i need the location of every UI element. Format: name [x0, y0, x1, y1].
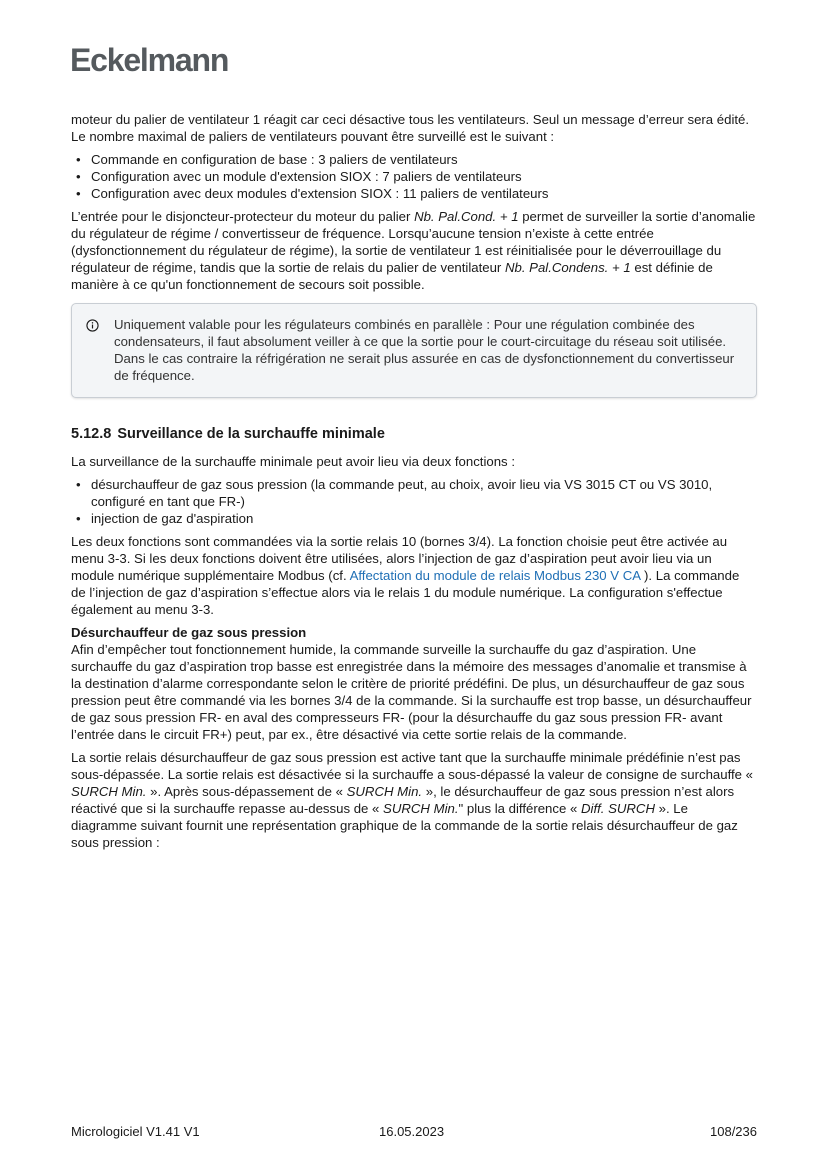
section-number: 5.12.8: [71, 426, 112, 442]
note-text: Uniquement valable pour les régulateurs combinés en parallèle : Pour une régulation combinée des condensateurs, il faut absolument veiller à ce que la sortie pour le court-circuitage du réseau soit utilisée. Dans le cas contraire la réfrigération ne serait plus assurée en cas de dysfonctionnement du convertisseur de fréquence.: [114, 317, 735, 383]
page-number: 108/236: [710, 1124, 757, 1139]
list-item: • Commande en configuration de base : 3 paliers de ventilateurs: [91, 151, 757, 168]
relay-module-link[interactable]: Affectation du module de relais Modbus 230 V CA: [349, 568, 641, 583]
info-note: [71, 303, 757, 398]
parameter-name: Diff. SURCH: [580, 801, 655, 816]
document-date: 16.05.2023: [379, 1124, 445, 1139]
text-run: », le désurchauffeur de gaz sous pression n’est alors réactivé que si la surchauffe repasse au-dessus de «: [71, 784, 735, 816]
section-bullet-list: [71, 476, 757, 527]
text-run: La sortie relais désurchauffeur de gaz sous pression est active tant que la surchauffe minimale prédéfinie n’est pas sous-dépassée. La sortie relais est désactivée si la surchauffe a sous-dépassé la valeur de consigne de surchauffe «: [71, 750, 754, 782]
section-title: Surveillance de la surchauffe minimale: [117, 426, 385, 442]
list-item: • Configuration avec deux modules d'extension SIOX : 11 paliers de ventilateurs: [91, 185, 757, 202]
list-item: • désurchauffeur de gaz sous pression (la commande peut, au choix, avoir lieu via VS 3015 CT ou VS 3010, configuré en tant que FR-): [91, 476, 757, 510]
firmware-version: Micrologiciel V1.41 V1: [71, 1124, 200, 1139]
text-run: ». Après sous-dépassement de «: [146, 784, 347, 799]
list-item: • Configuration avec un module d'extension SIOX : 7 paliers de ventilateurs: [91, 168, 757, 185]
parameter-name: SURCH Min.: [346, 784, 423, 799]
parameter-name: SURCH Min.: [71, 784, 147, 799]
page-footer: [71, 1123, 757, 1141]
list-item: • injection de gaz d'aspiration: [91, 510, 757, 527]
section-paragraph-4: [71, 749, 757, 851]
text-run: L’entrée pour le disjoncteur-protecteur du moteur du palier: [71, 209, 415, 224]
intro-paragraph-1: moteur du palier de ventilateur 1 réagit car ceci désactive tous les ventilateurs. Seul un message d’erreur sera édité. Le nombre maximal de paliers de ventilateurs pouvant être surveillé est le suivant :: [71, 112, 750, 144]
section-paragraph-2: [71, 533, 757, 618]
text-run: ). La commande de l’injection de gaz d’aspiration s’effectue alors via le relais 1 du module numérique. La configuration s'effectue également au menu 3-3.: [71, 568, 740, 617]
intro-bullet-list: [71, 151, 757, 202]
text-run: est définie de manière à ce qu'un fonctionnement de secours soit possible.: [71, 260, 713, 292]
section-paragraph-1: La surveillance de la surchauffe minimale peut avoir lieu via deux fonctions :: [71, 454, 515, 469]
text-run: permet de surveiller la sortie d’anomalie du régulateur de régime / convertisseur de fréquence. Lorsqu’aucune tension n’existe à cette entrée (dysfonctionnement du régulateur de régime), la sortie de ventilateur 1 est réinitialisée pour le déverrouillage du régulateur de régime, tandis que la sortie de relais du palier de ventilateur: [71, 209, 756, 275]
info-icon: [86, 319, 99, 332]
parameter-name: Nb. Pal.Condens. + 1: [504, 260, 631, 275]
parameter-name: SURCH Min.: [383, 801, 459, 816]
company-logo: Eckelmann: [70, 42, 229, 78]
text-run: " plus la différence «: [458, 801, 581, 816]
parameter-name: Nb. Pal.Cond. + 1: [414, 209, 519, 224]
section-heading: [71, 425, 757, 443]
intro-paragraph-2: [71, 208, 757, 293]
subheading: Désurchauffeur de gaz sous pression: [71, 625, 307, 640]
page-content: [71, 111, 757, 857]
text-run: Les deux fonctions sont commandées via la sortie relais 10 (bornes 3/4). La fonction choisie peut être activée au menu 3-3. Si les deux fonctions doivent être utilisées, alors l’injection de gaz d’aspiration peut avoir lieu via un module numérique supplémentaire Modbus (cf.: [71, 534, 728, 583]
text-run: ». Le diagramme suivant fournit une représentation graphique de la commande de la sortie relais désurchauffeur de gaz sous pression :: [71, 801, 738, 850]
section-paragraph-3: Afin d’empêcher tout fonctionnement humide, la commande surveille la surchauffe du gaz d’aspiration. Une surchauffe du gaz d’aspiration trop basse est enregistrée dans la mémoire des messages d’anomalie et transmise à la destination d’alarme correspondante selon le critère de priorité prédéfini. De plus, un désurchauffeur de gaz sous pression peut être commandé via les bornes 3/4 de la commande. Si la surchauffe est trop basse, un désurchauffeur de gaz sous pression FR- en aval des compresseurs FR- (pour la désurchauffe du gaz sous pression FR- avant l’entrée dans le circuit FR+) peut, par ex., être désactivé via cette sortie relais de la commande.: [71, 642, 752, 742]
